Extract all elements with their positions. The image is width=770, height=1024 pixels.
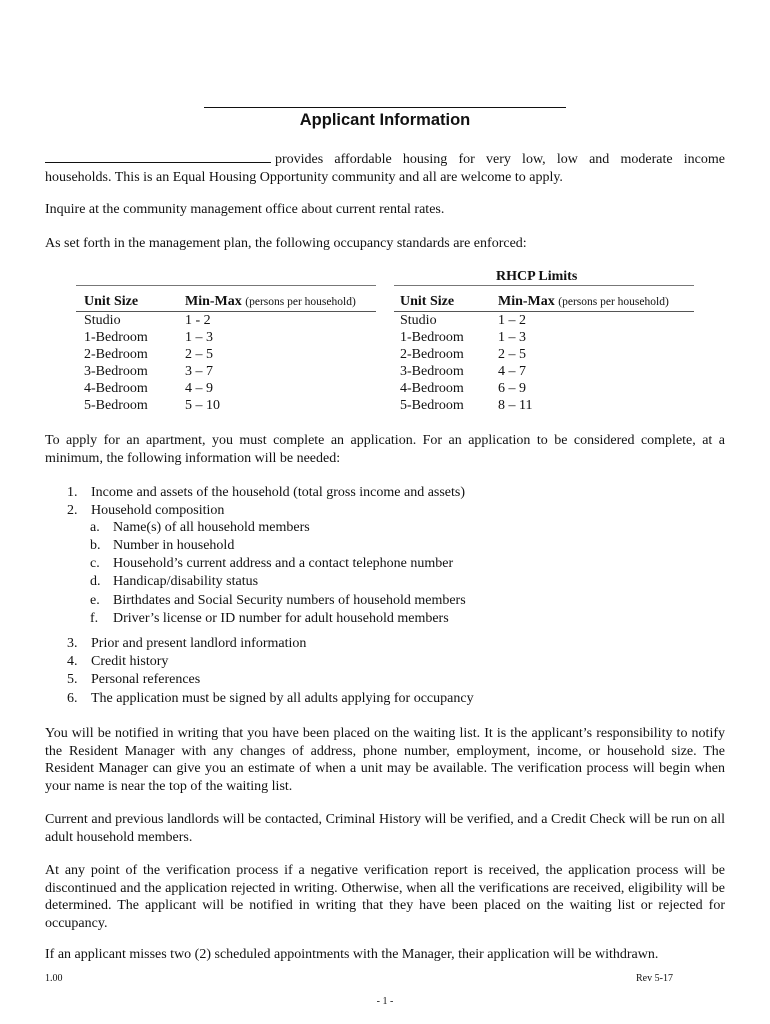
- verification-paragraph: At any point of the verification process if a negative verification report is received, the application process will be discontinued and the application rejected in writing. Otherwise, when all the verifications are received, eligibility will be determined. The applicant will be notified in writing that they have been placed on the waiting list or rejected for occupancy.: [45, 863, 725, 931]
- left-unit-cell: 5-Bedroom: [84, 398, 148, 413]
- intro-paragraph: [45, 149, 725, 186]
- right-unit-cell: 1-Bedroom: [400, 330, 464, 345]
- list-marker: 1.: [67, 485, 78, 500]
- list-item-text: The application must be signed by all adults applying for occupancy: [91, 691, 474, 706]
- table-left-header-rule: [76, 311, 376, 312]
- list-marker: c.: [90, 556, 100, 571]
- list-marker: 5.: [67, 672, 78, 687]
- table-right-header-rule: [394, 311, 694, 312]
- right-unit-cell: Studio: [400, 313, 437, 328]
- left-range-cell: 4 – 9: [185, 381, 213, 396]
- inquire-paragraph: Inquire at the community management office about current rental rates.: [45, 202, 445, 217]
- list-item-text: Household’s current address and a contact telephone number: [113, 556, 454, 571]
- list-marker: d.: [90, 574, 101, 589]
- table-right-top-rule: [394, 285, 694, 286]
- right-unit-cell: 5-Bedroom: [400, 398, 464, 413]
- list-marker: 6.: [67, 691, 78, 706]
- title-rule: [204, 107, 566, 108]
- left-unit-cell: 1-Bedroom: [84, 330, 148, 345]
- table-left-top-rule: [76, 285, 376, 286]
- list-item-text: Household composition: [91, 503, 225, 518]
- right-col-min-max: Min-Max (persons per household): [498, 294, 669, 309]
- left-unit-cell: 3-Bedroom: [84, 364, 148, 379]
- right-range-cell: 4 – 7: [498, 364, 526, 379]
- left-unit-cell: 4-Bedroom: [84, 381, 148, 396]
- left-range-cell: 1 - 2: [185, 313, 211, 328]
- right-range-cell: 6 – 9: [498, 381, 526, 396]
- landlords-paragraph: Current and previous landlords will be contacted, Criminal History will be verified, and a Credit Check will be run on all adult household members.: [45, 812, 725, 845]
- list-marker: 2.: [67, 503, 78, 518]
- right-range-cell: 8 – 11: [498, 398, 533, 413]
- right-unit-cell: 4-Bedroom: [400, 381, 464, 396]
- footer-revision: Rev 5-17: [636, 973, 673, 984]
- rhcp-limits-title: RHCP Limits: [496, 269, 578, 284]
- appointments-paragraph: If an applicant misses two (2) scheduled appointments with the Manager, their application will be withdrawn.: [45, 947, 659, 962]
- right-unit-cell: 3-Bedroom: [400, 364, 464, 379]
- list-marker: e.: [90, 593, 100, 608]
- left-range-cell: 3 – 7: [185, 364, 213, 379]
- list-item-text: Credit history: [91, 654, 169, 669]
- list-item-text: Birthdates and Social Security numbers of household members: [113, 593, 466, 608]
- occupancy-intro: As set forth in the management plan, the following occupancy standards are enforced:: [45, 236, 527, 251]
- list-marker: f.: [90, 611, 99, 626]
- apply-intro: To apply for an apartment, you must complete an application. For an application to be considered complete, at a minimum, the following information will be needed:: [45, 433, 725, 466]
- left-range-cell: 5 – 10: [185, 398, 220, 413]
- left-unit-cell: Studio: [84, 313, 121, 328]
- list-marker: 3.: [67, 636, 78, 651]
- list-marker: b.: [90, 538, 101, 553]
- left-range-cell: 1 – 3: [185, 330, 213, 345]
- left-col-unit-size: Unit Size: [84, 294, 139, 309]
- community-name-blank: [45, 149, 271, 163]
- right-range-cell: 1 – 2: [498, 313, 526, 328]
- list-item-text: Personal references: [91, 672, 201, 687]
- left-col-min-max: Min-Max (persons per household): [185, 294, 356, 309]
- left-range-cell: 2 – 5: [185, 347, 213, 362]
- page-title: Applicant Information: [299, 111, 471, 129]
- page-number: - 1 -: [376, 996, 394, 1007]
- right-range-cell: 2 – 5: [498, 347, 526, 362]
- list-marker: a.: [90, 520, 100, 535]
- right-range-cell: 1 – 3: [498, 330, 526, 345]
- list-item-text: Number in household: [113, 538, 235, 553]
- list-item-text: Prior and present landlord information: [91, 636, 307, 651]
- list-item-text: Name(s) of all household members: [113, 520, 310, 535]
- list-item-text: Driver’s license or ID number for adult household members: [113, 611, 449, 626]
- left-unit-cell: 2-Bedroom: [84, 347, 148, 362]
- list-marker: 4.: [67, 654, 78, 669]
- right-unit-cell: 2-Bedroom: [400, 347, 464, 362]
- intro-text: provides affordable housing for very low, low and moderate income households. This is an Equal Housing Opportunity community and all are welcome to apply.: [45, 152, 725, 185]
- list-item-text: Handicap/disability status: [113, 574, 259, 589]
- right-col-unit-size: Unit Size: [400, 294, 455, 309]
- footer-version: 1.00: [45, 973, 63, 984]
- list-item-text: Income and assets of the household (total gross income and assets): [91, 485, 466, 500]
- waiting-list-paragraph: You will be notified in writing that you have been placed on the waiting list. It is the applicant’s responsibility to notify the Resident Manager with any changes of address, phone number, employment, income, or household size. The Resident Manager can give you an estimate of when a unit may be available. The verification process will begin when your name is near the top of the waiting list.: [45, 726, 725, 794]
